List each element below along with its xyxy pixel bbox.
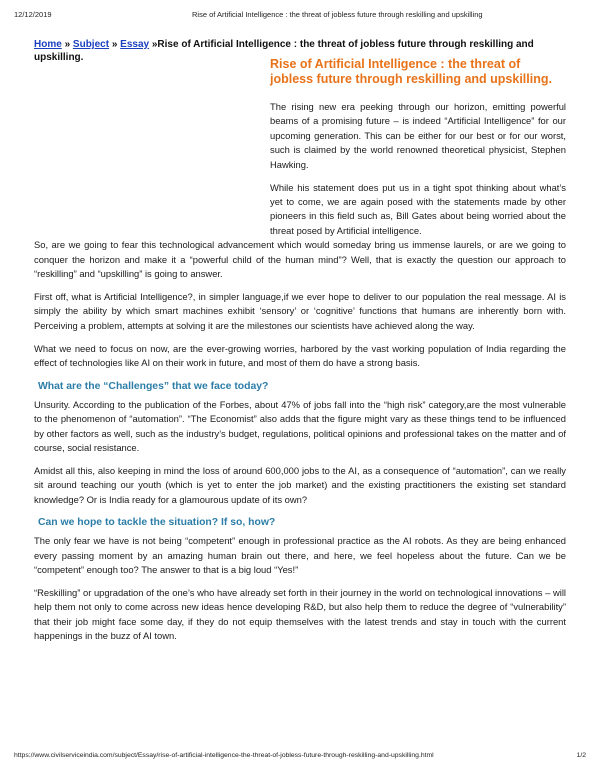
body-paragraph: Unsurity. According to the publication of the Forbes, about 47% of jobs fall into the “high risk” category,are the most vulnerable to the phenomenon of “automation”. “The Economist” also adds that the figure might vary as these things tend to be influenced by other factors as well, such as the industry’s budget, regulations, political opinions and professional takes on the matter and of course, social resistance. <box>34 398 566 453</box>
breadcrumb-separator: » <box>61 39 73 50</box>
print-date: 12/12/2019 <box>14 10 52 19</box>
intro-paragraph: The rising new era peeking through our horizon, emitting powerful beams of a promising future – is indeed “Artificial Intelligence” for our upcoming generation. This can be either for our best or for our worst, such is claimed by the world renowned theoretical physicist, Stephen Hawking. <box>270 101 566 170</box>
print-doc-title: Rise of Artificial Intelligence : the threat of jobless future through reskilling and upskilling <box>192 10 483 19</box>
print-header <box>14 10 586 19</box>
breadcrumb-separator: » <box>109 39 121 50</box>
body-paragraph: “Reskilling” or upgradation of the one’s who have already set forth in their journey in the world on technological innovations – will help them not only to come across new ideas hence developing R&D, but also help them to reduce the degree of “vulnerability” that their job might face some day, if they do not equip themselves with the latest trends and stay in touch with the current happenings in the buzz of AI town. <box>34 586 566 642</box>
print-footer <box>14 752 586 759</box>
print-page-number: 1/2 <box>576 752 586 759</box>
article-body <box>34 100 566 652</box>
body-paragraph: First off, what is Artificial Intelligence?, in simpler language,if we ever hope to deliver to our population the real message. AI is simply the ability by which smart machines exhibit ‘sensory’ or ‘cognitive’ functions that humans are inherently born with. Perceiving a problem, attempts at solving it are the milestones our scientists have achieved along the way. <box>34 291 566 331</box>
print-url: https://www.civilserviceindia.com/subject/Essay/rise-of-artificial-intelligence-the-threat-of-jobless-future-through-reskilling-and-upskilling.html <box>14 752 434 759</box>
body-paragraph: The only fear we have is not being “competent” enough in professional practice as the AI robots. As they are being enhanced every passing moment by an amazing human brain out there, and here, we feel hopeless about the future. Can we be “competent” enough too? The answer to that is a big loud “Yes!” <box>34 535 566 575</box>
body-paragraph: What we need to focus on now, are the ever-growing worries, harbored by the vast working population of India regarding the effect of technologies like AI on their work in future, and most of them do have a strong basis. <box>34 342 566 369</box>
body-paragraph: Amidst all this, also keeping in mind the loss of around 600,000 jobs to the AI, as a consequence of “automation”, can we really sit around teaching our youth (which is yet to enter the job market) and the existing practitioners the existing set standard knowledge? Or is India ready for a glamourous update of its own? <box>34 464 566 505</box>
breadcrumb-home-link[interactable]: Home <box>34 39 62 50</box>
section-heading-tackle: Can we hope to tackle the situation? If so, how? <box>38 517 276 529</box>
section-heading-challenges: What are the “Challenges” that we face today? <box>38 380 269 392</box>
body-paragraph: So, are we going to fear this technological advancement which would someday bring us immense laurels, or are we going to conquer the horizon and make it a “powerful child of the human mind”? Well, that is exactly the question our approach to “reskilling” and “upskilling” is going to answer. <box>34 239 566 280</box>
breadcrumb-subject-link[interactable]: Subject <box>72 39 110 50</box>
breadcrumb-essay-link[interactable]: Essay <box>120 39 150 50</box>
article-title: Rise of Artificial Intelligence : the threat of jobless future through reskilling and upskilling. <box>270 57 552 86</box>
breadcrumb-current: »Rise of Artificial Intelligence : the threat of jobless future through reskilling and upskilling. <box>34 39 534 63</box>
intro-paragraph: While his statement does put us in a tight spot thinking about what’s yet to come, we are again posed with the statements made by other pioneers in this field such as, Bill Gates about being worried about the threat posed by Artificial intelligence. <box>270 181 566 236</box>
